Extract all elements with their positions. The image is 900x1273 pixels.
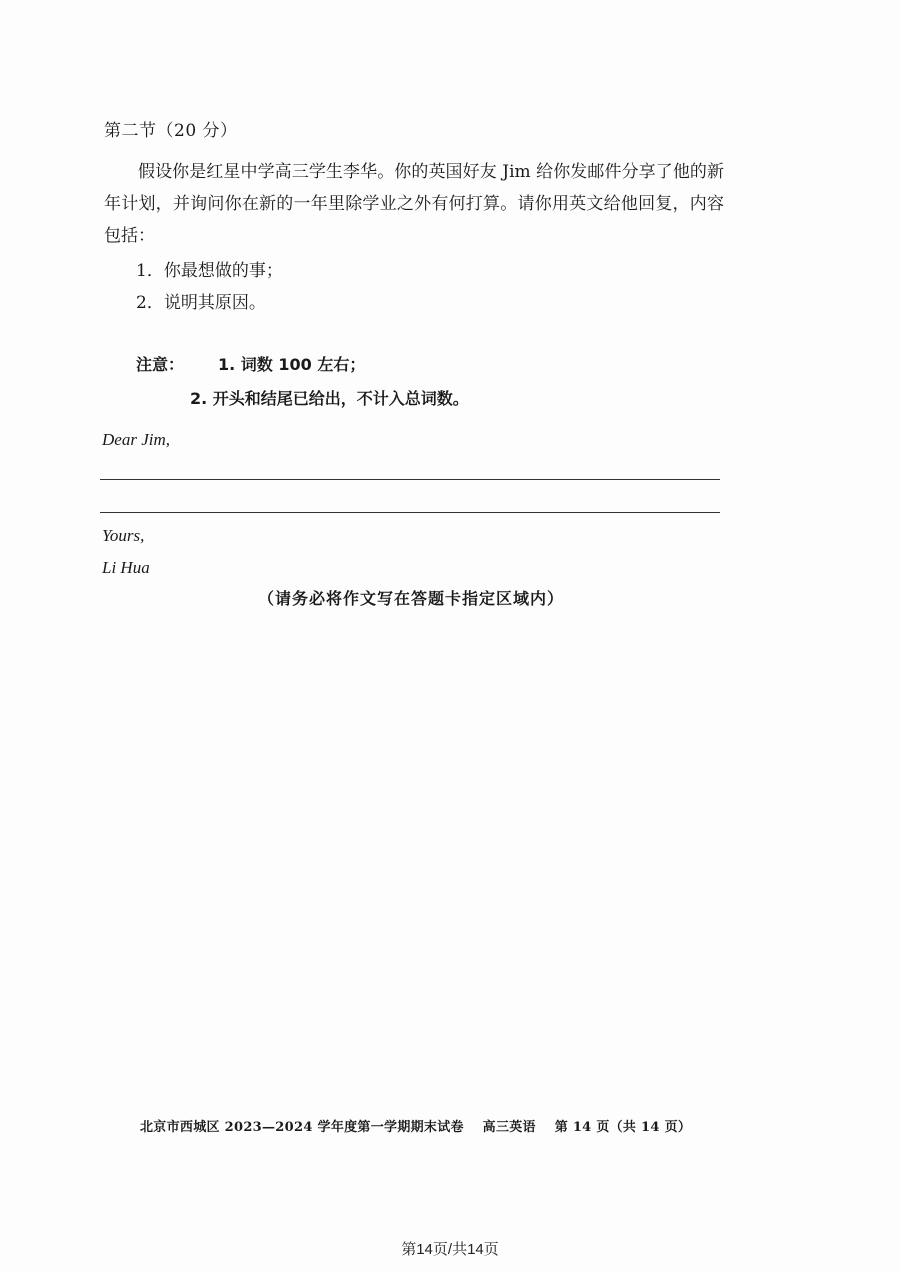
letter-greeting: Dear Jim, bbox=[102, 430, 170, 449]
answer-sheet-notice: （请务必将作文写在答题卡指定区域内） bbox=[258, 589, 565, 608]
note-item-1: 1. 词数 100 左右； bbox=[218, 355, 366, 374]
note-item-2: 2. 开头和结尾已给出，不计入总词数。 bbox=[190, 389, 469, 408]
answer-line bbox=[100, 512, 720, 513]
footer-subject: 高三英语 bbox=[482, 1120, 536, 1135]
page-footer bbox=[140, 1116, 705, 1135]
viewer-page-indicator: 第14页/共14页 bbox=[401, 1241, 499, 1258]
footer-exam-title: 北京市西城区 2023—2024 学年度第一学期期末试卷 bbox=[140, 1120, 464, 1135]
note-label: 注意： bbox=[136, 355, 185, 374]
prompt-paragraph: 假设你是红星中学高三学生李华。你的英国好友 Jim 给你发邮件分享了他的新年计划，并询问你在新的一年里除学业之外有何打算。请你用英文给他回复，内容包括： bbox=[104, 162, 724, 246]
prompt-item-1: 1．你最想做的事； bbox=[136, 261, 283, 281]
letter-closing: Yours, bbox=[102, 526, 145, 545]
footer-page-number: 第 14 页（共 14 页） bbox=[554, 1120, 692, 1135]
letter-signature: Li Hua bbox=[102, 558, 150, 577]
answer-line bbox=[100, 479, 720, 480]
section-title: 第二节（20 分） bbox=[104, 121, 238, 141]
prompt-item-2: 2．说明其原因。 bbox=[136, 293, 266, 313]
